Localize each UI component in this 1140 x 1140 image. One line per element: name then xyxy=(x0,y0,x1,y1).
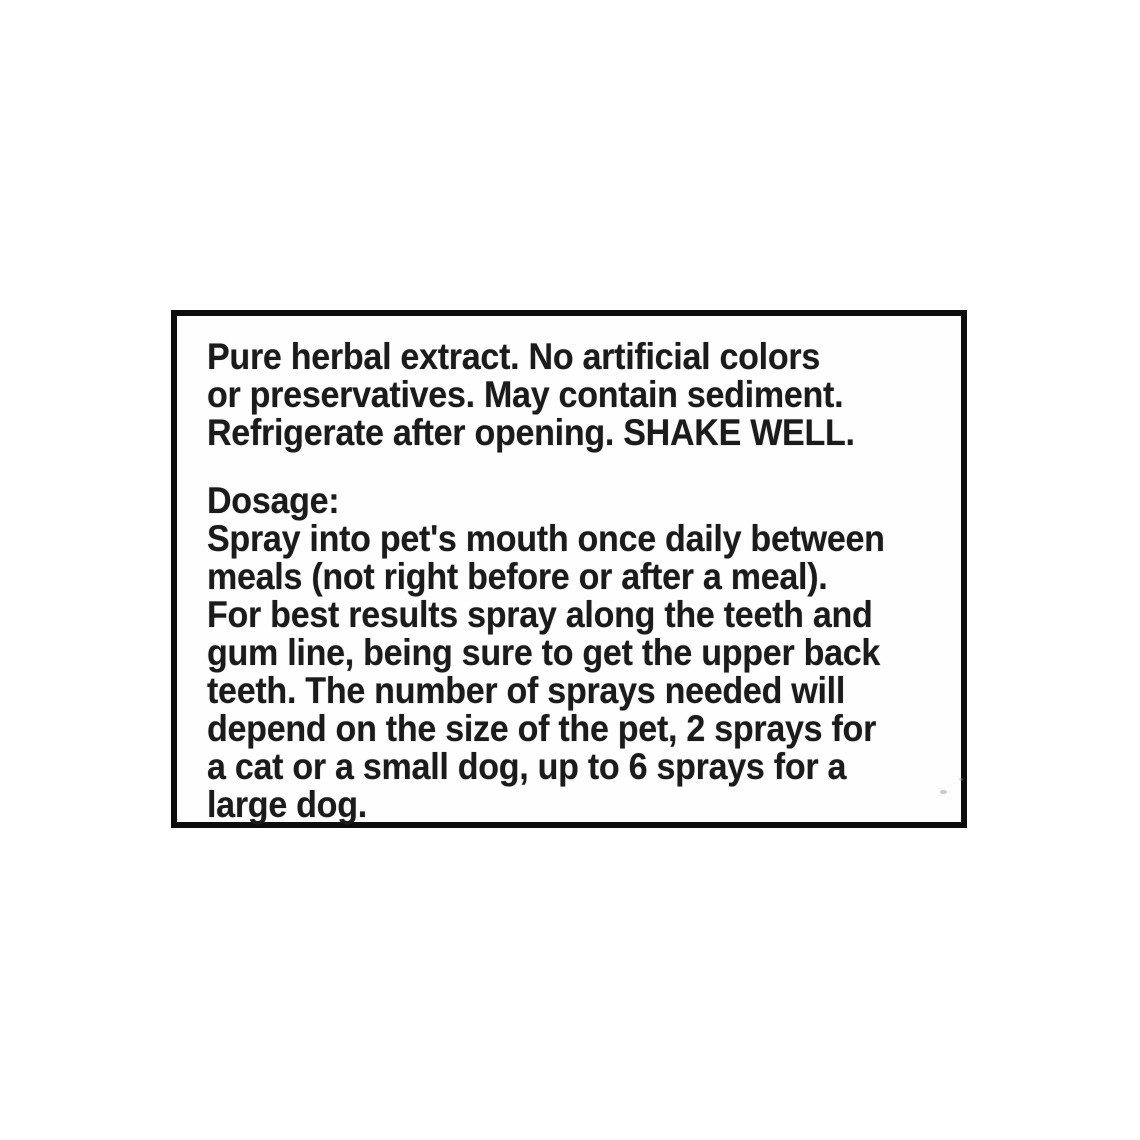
dosage-line-2: meals (not right before or after a meal). xyxy=(207,556,828,597)
intro-line-1: Pure herbal extract. No artificial colors xyxy=(207,336,820,377)
intro-line-3: Refrigerate after opening. SHAKE WELL. xyxy=(207,412,855,453)
scan-speck xyxy=(959,778,963,781)
dosage-line-3: For best results spray along the teeth and xyxy=(207,594,873,635)
intro-paragraph xyxy=(207,338,885,452)
dosage-line-6: depend on the size of the pet, 2 sprays for xyxy=(207,708,877,749)
dosage-line-8: large dog. xyxy=(207,784,367,825)
intro-line-2: or preservatives. May contain sediment. xyxy=(207,374,844,415)
dosage-paragraph xyxy=(207,482,885,824)
label-text xyxy=(207,338,885,824)
dosage-line-7: a cat or a small dog, up to 6 sprays for a xyxy=(207,746,847,787)
scan-speck xyxy=(940,790,947,794)
dosage-heading: Dosage: xyxy=(207,480,340,521)
dosage-line-1: Spray into pet's mouth once daily between xyxy=(207,518,885,559)
dosage-line-5: teeth. The number of sprays needed will xyxy=(207,670,846,711)
dosage-line-4: gum line, being sure to get the upper back xyxy=(207,632,881,673)
label-box xyxy=(171,310,967,828)
